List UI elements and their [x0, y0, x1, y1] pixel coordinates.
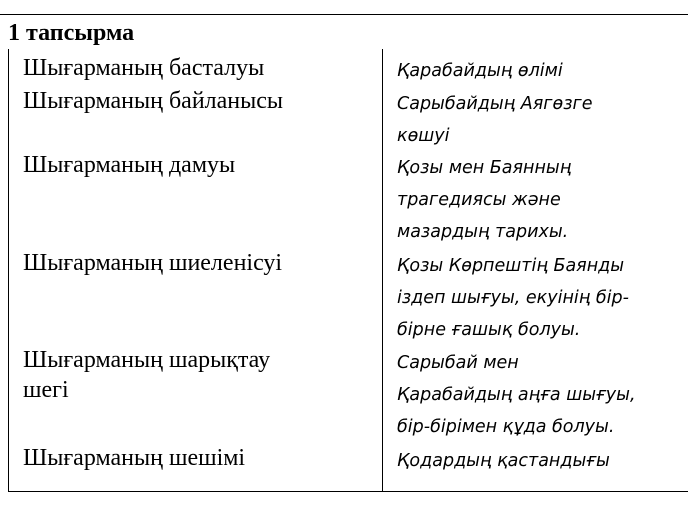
- event-cell: [397, 152, 688, 248]
- event-line: бір-бірімен құда болуы.: [397, 417, 615, 437]
- event-line: Сарыбайдың Аягөзге: [397, 94, 593, 114]
- plot-structure-table: [8, 49, 688, 492]
- stage-line: Шығарманың шарықтау: [23, 347, 271, 373]
- event-line: Сарыбай мен: [397, 353, 519, 373]
- stage-cell: Шығарманың басталуы: [23, 55, 265, 81]
- event-line: Қозы мен Баянның: [397, 158, 572, 178]
- event-line: көшуі: [397, 126, 450, 146]
- stage-cell: Шығарманың шиеленісуі: [23, 250, 283, 276]
- event-cell: [397, 55, 688, 87]
- event-cell: [397, 347, 688, 443]
- task-title: 1 тапсырма: [8, 20, 135, 46]
- event-line: іздеп шығуы, екуінің бір-: [397, 288, 629, 308]
- stage-cell: Шығарманың байланысы: [23, 88, 284, 114]
- event-line: бірне ғашық болуы.: [397, 320, 581, 340]
- event-line: Қарабайдың аңға шығуы,: [397, 385, 636, 405]
- event-cell: [397, 445, 688, 477]
- stage-cell: Шығарманың шешімі: [23, 445, 246, 471]
- column-divider: [382, 49, 383, 492]
- event-line: трагедиясы және: [397, 190, 561, 210]
- stage-cell: Шығарманың дамуы: [23, 152, 236, 178]
- event-line: Қозы Көрпештің Баянды: [397, 256, 625, 276]
- event-line: Қарабайдың өлімі: [397, 61, 563, 81]
- event-cell: [397, 88, 688, 152]
- event-line: мазардың тарихы.: [397, 222, 569, 242]
- event-line: Қодардың қастандығы: [397, 451, 610, 471]
- stage-cell: [23, 345, 373, 405]
- top-rule: [0, 14, 688, 15]
- stage-line: шегі: [23, 377, 69, 403]
- event-cell: [397, 250, 688, 346]
